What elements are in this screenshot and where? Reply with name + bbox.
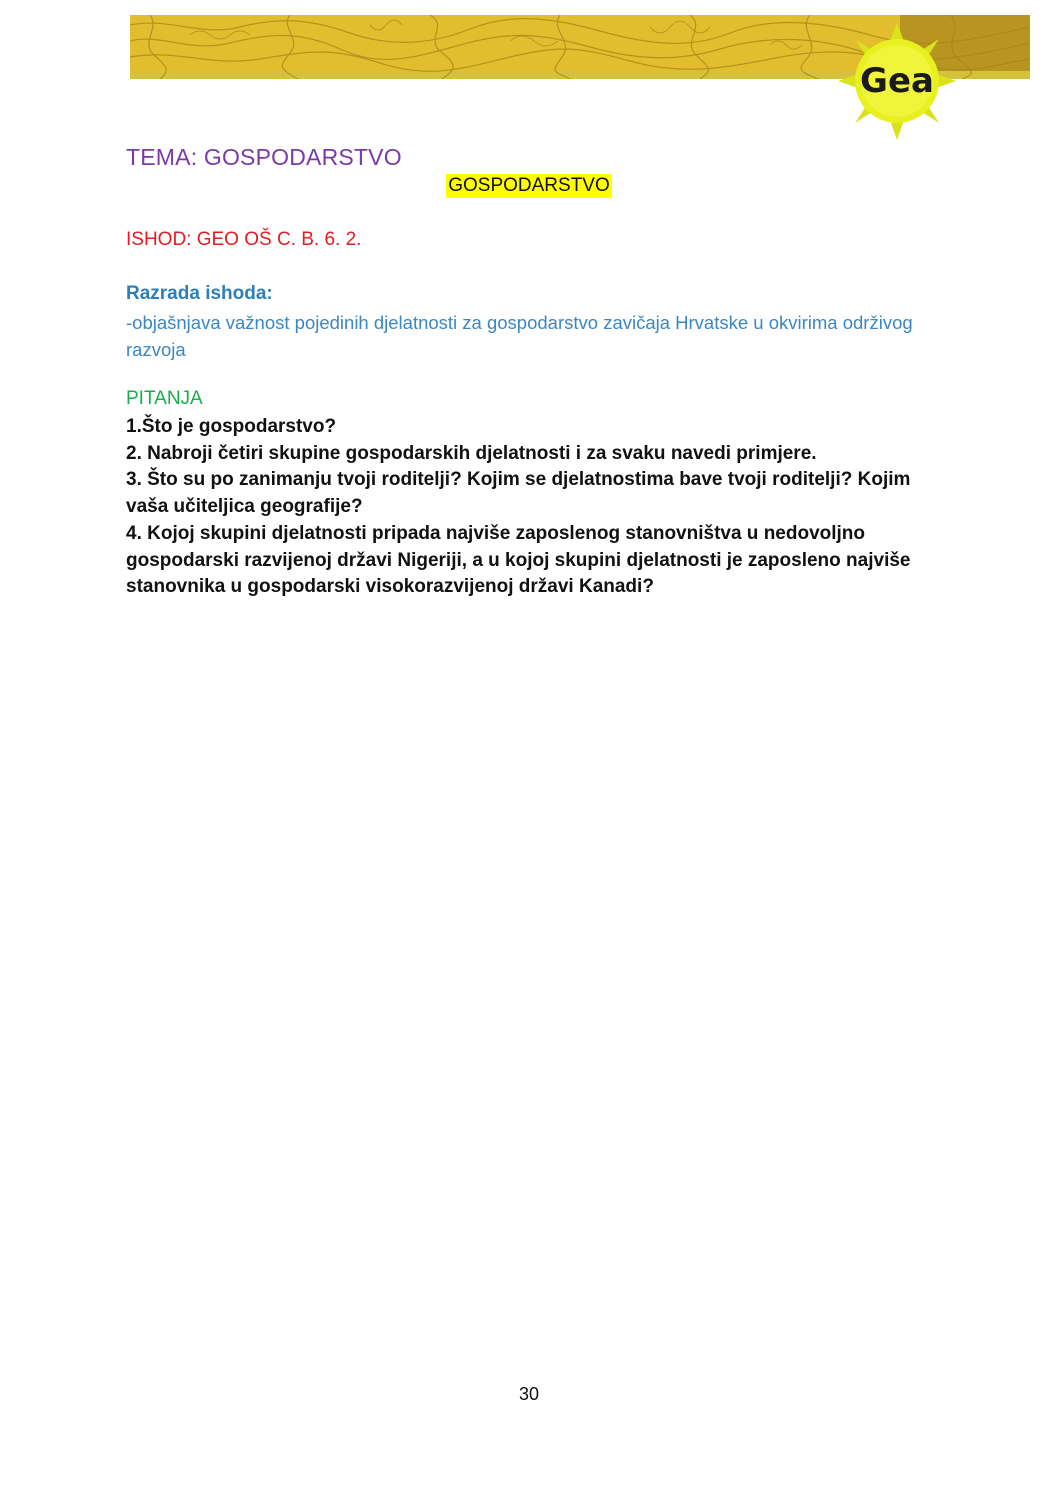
subtitle-container: [0, 174, 1058, 198]
question-item: 1.Što je gospodarstvo?: [126, 416, 337, 437]
gea-logo: [838, 22, 956, 140]
questions-heading: PITANJA: [126, 388, 203, 409]
question-item: 3. Što su po zanimanju tvoji roditelji? Kojim se djelatnostima bave tvoji roditelji? Kojim vaša učiteljica geografije?: [126, 469, 911, 518]
page-title: TEMA: GOSPODARSTVO: [126, 144, 402, 170]
learning-outcome: ISHOD: GEO OŠ C. B. 6. 2.: [126, 229, 362, 250]
page-number: 30: [518, 1384, 540, 1404]
elaboration-heading: Razrada ishoda:: [126, 283, 273, 304]
questions-list: [126, 414, 946, 601]
question-item: 4. Kojoj skupini djelatnosti pripada najviše zaposlenog stanovništva u nedovoljno gospodarski razvijenoj državi Nigeriji, a u kojoj skupini djelatnosti je zaposleno najviše stanovnika u gospodarski visokorazvijenoj državi Kanadi?: [126, 522, 911, 598]
gea-sun-icon: [838, 22, 956, 140]
elaboration-text: -objašnjava važnost pojedinih djelatnosti za gospodarstvo zavičaja Hrvatske u okvirima održivog razvoja: [126, 312, 913, 360]
highlighted-subtitle: GOSPODARSTVO: [448, 175, 610, 196]
question-item: 2. Nabroji četiri skupine gospodarskih djelatnosti i za svaku navedi primjere.: [126, 442, 817, 464]
logo-text: Gea: [860, 61, 934, 101]
